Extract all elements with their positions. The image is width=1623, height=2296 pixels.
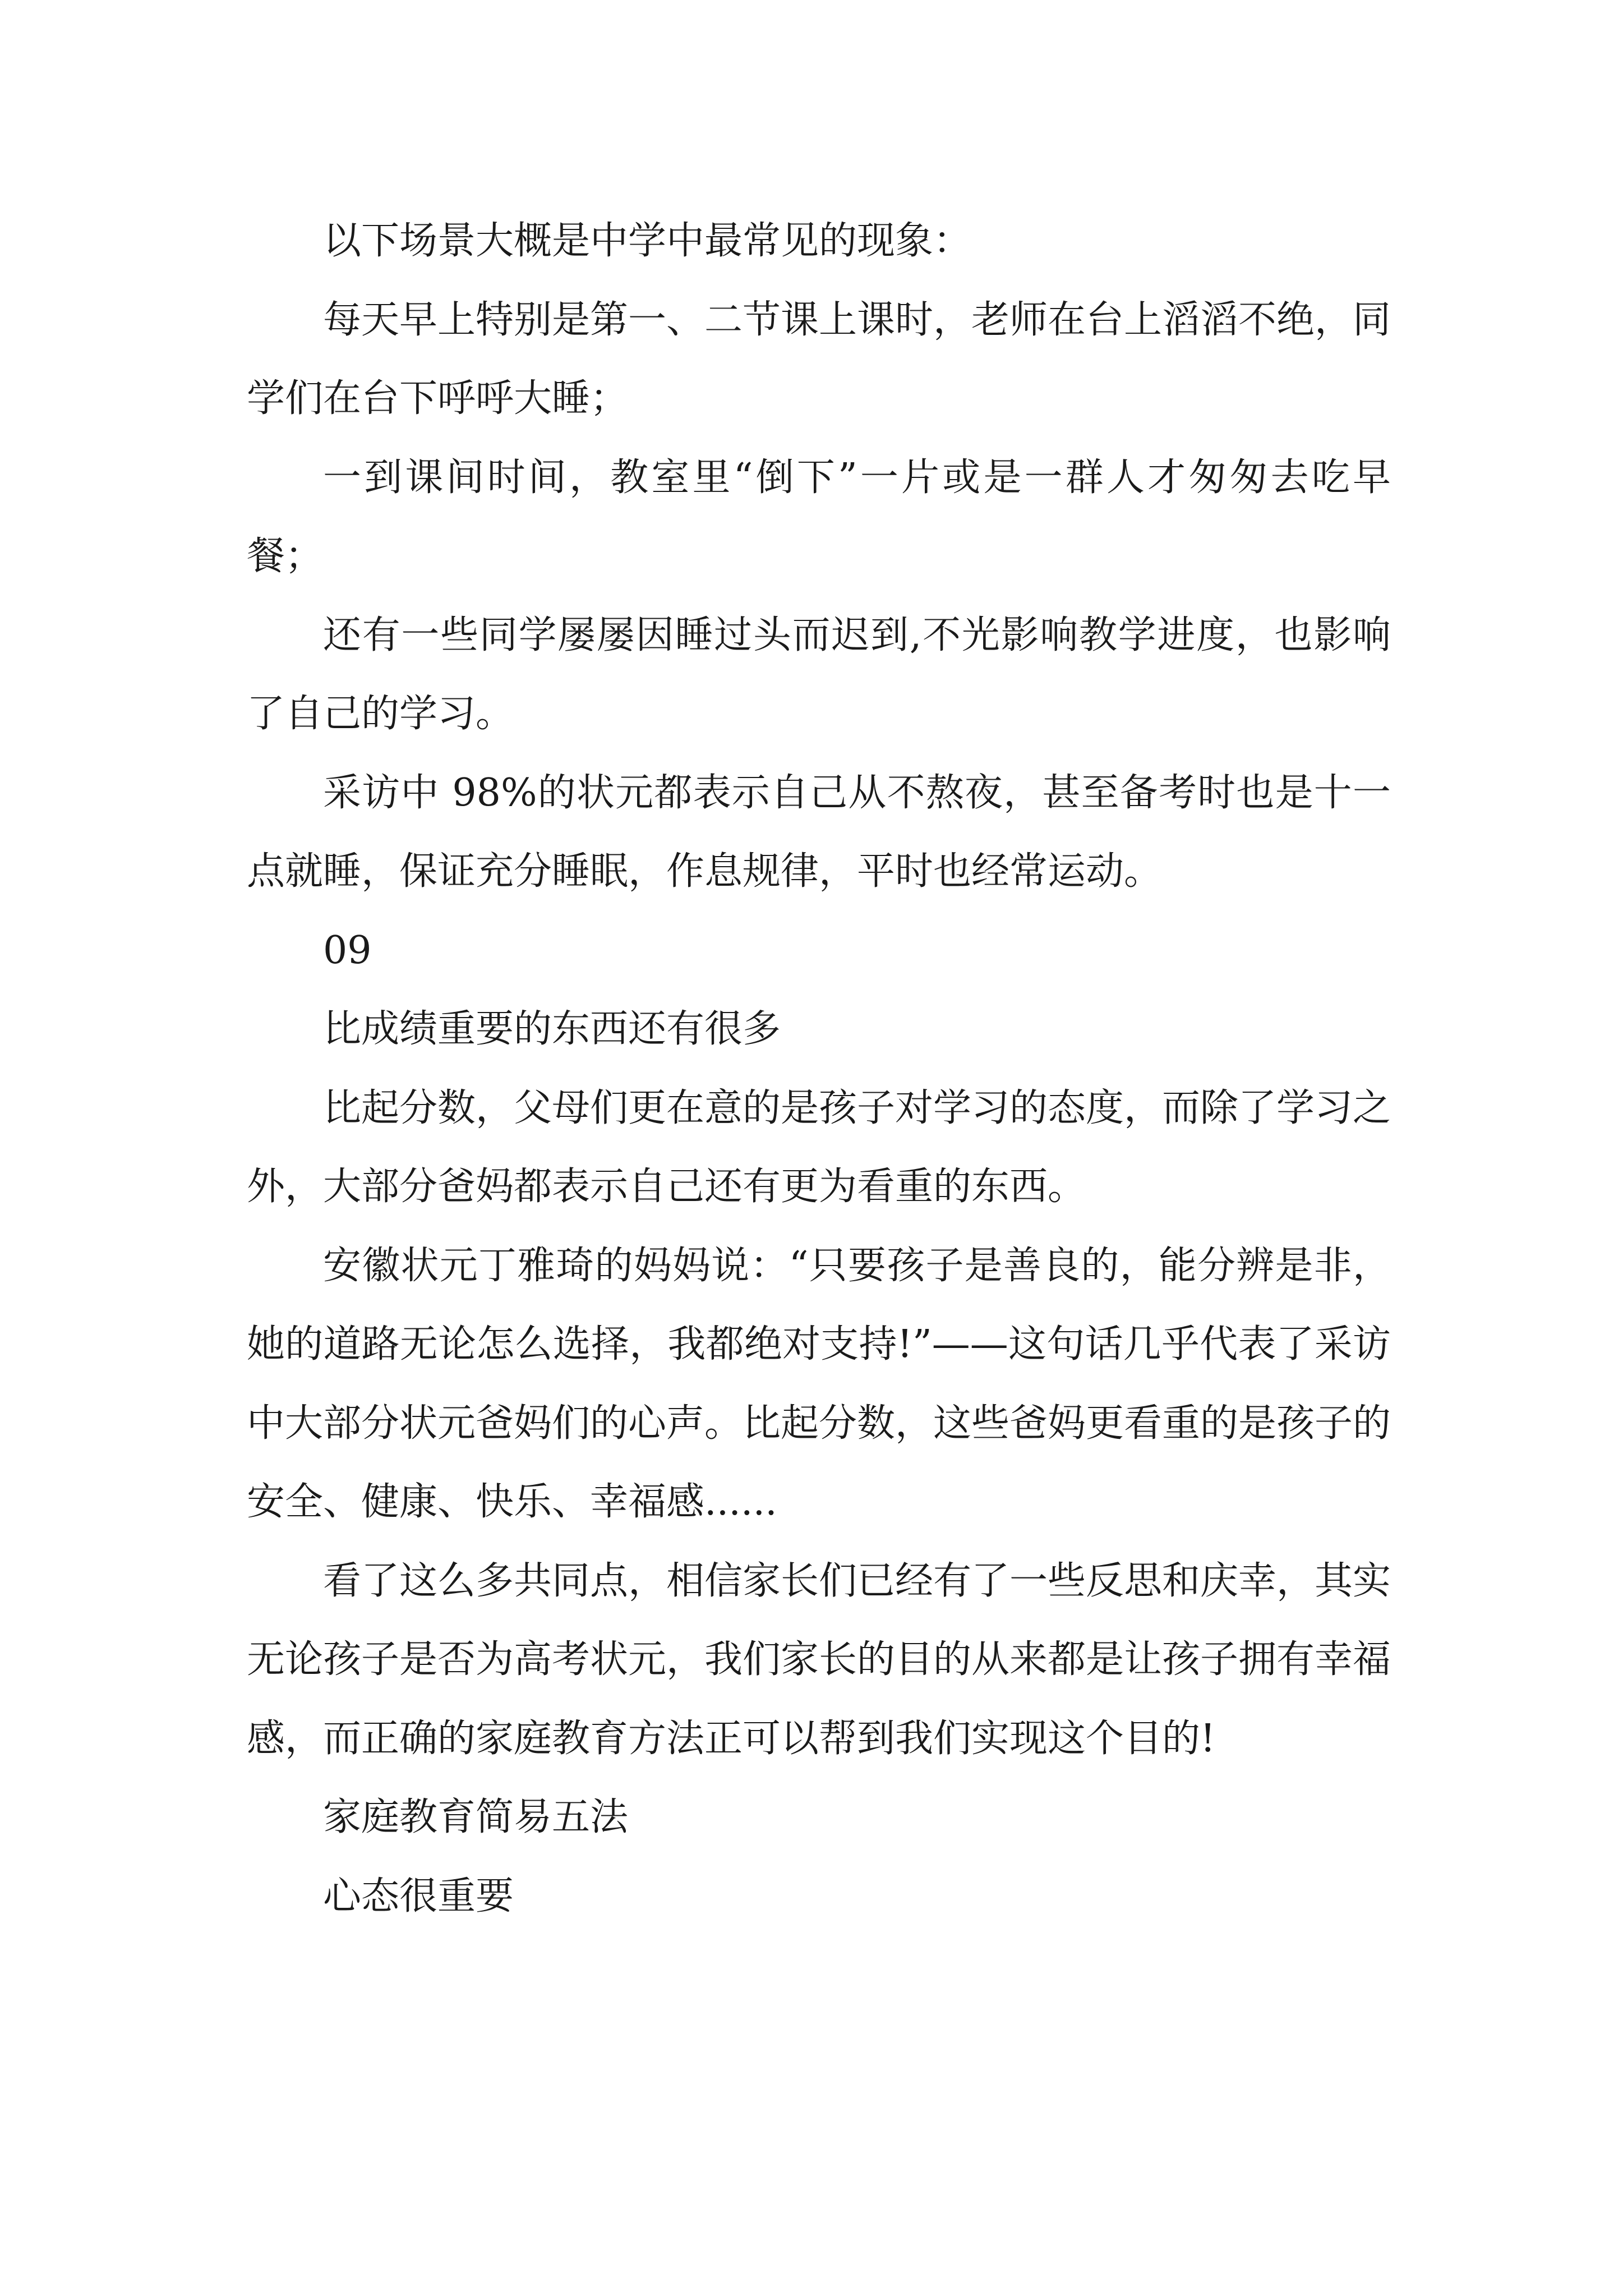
paragraph-morning-class: 每天早上特别是第一、二节课上课时，老师在台上滔滔不绝，同学们在台下呼呼大睡； [247,297,1391,421]
paragraph-break-time: 一到课间时间，教室里“倒下”一片或是一群人才匆匆去吃早餐； [247,455,1391,578]
paragraph-late: 还有一些同学屡屡因睡过头而迟到,不光影响教学进度，也影响了自己的学习。 [247,613,1391,736]
subheading-mindset: 心态很重要 [323,1874,514,1918]
paragraph-conclusion: 看了这么多共同点，相信家长们已经有了一些反思和庆幸，其实无论孩子是否为高考状元，我们家长的目的从来都是让孩子拥有幸福感，而正确的家庭教育方法正可以帮到我们实现这个目的! [247,1558,1391,1761]
paragraph-quote: 安徽状元丁雅琦的妈妈说：“只要孩子是善良的，能分辨是非，她的道路无论怎么选择，我都绝对支持!”——这句话几乎代表了采访中大部分状元爸妈们的心声。比起分数，这些爸妈更看重的是孩子的安全、健康、快乐、幸福感...... [247,1243,1391,1524]
paragraph-intro: 以下场景大概是中学中最常见的现象： [323,219,972,263]
section-number: 09 [323,928,372,973]
paragraph-interview-sleep: 采访中 98%的状元都表示自己从不熬夜，甚至备考时也是十一点就睡，保证充分睡眠，作息规律，平时也经常运动。 [247,770,1391,894]
paragraph-attitude: 比起分数，父母们更在意的是孩子对学习的态度，而除了学习之外，大部分爸妈都表示自己还有更为看重的东西。 [247,1085,1391,1209]
section-heading: 比成绩重要的东西还有很多 [323,1007,781,1051]
document-body [247,202,1391,1936]
subheading-five-methods: 家庭教育简易五法 [323,1795,629,1839]
